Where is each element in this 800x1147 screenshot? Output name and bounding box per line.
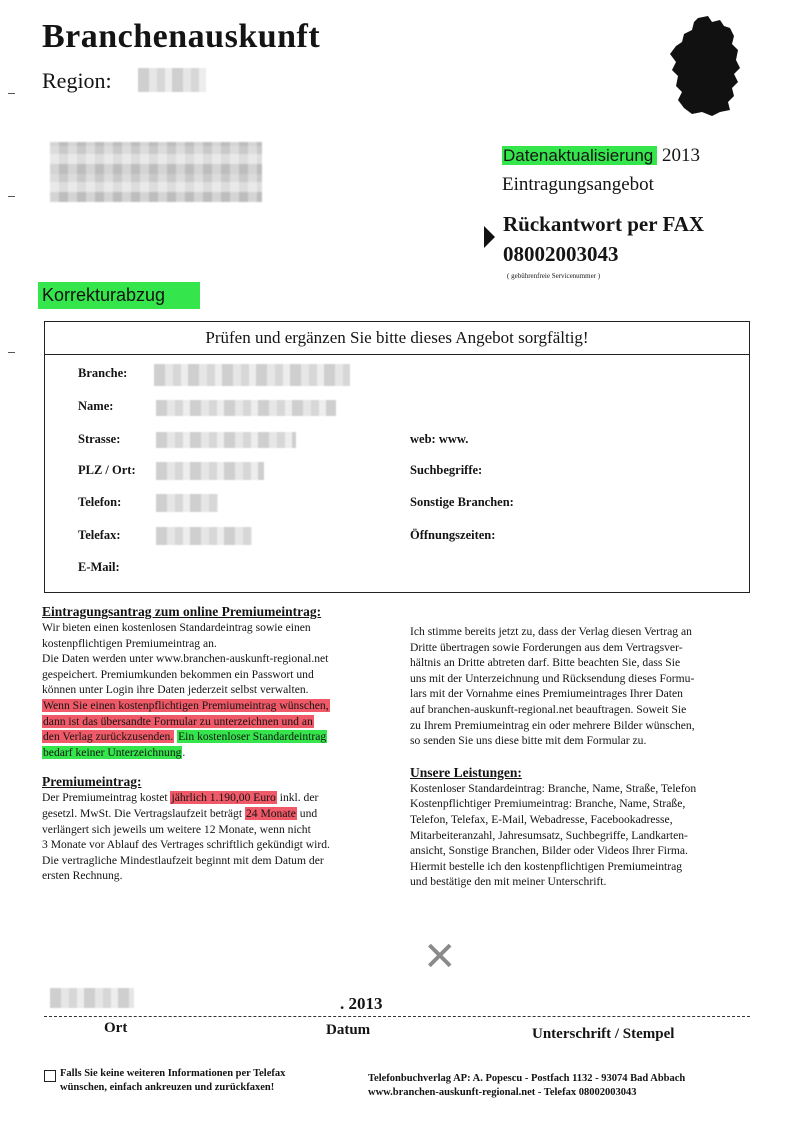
text-line: Dritte übertragen sowie Forderungen aus dem Vertragsver- [410, 640, 683, 654]
region-label: Region: [42, 68, 112, 93]
field-value-name[interactable] [156, 400, 336, 416]
entry-form-box [44, 321, 750, 593]
field-label-oeffnungszeiten: Öffnungszeiten: [410, 528, 496, 542]
fold-mark [8, 352, 15, 353]
text-line: Telefonbuchverlag AP: A. Popescu - Postfach 1132 - 93074 Bad Abbach [368, 1073, 686, 1084]
field-value-telefon[interactable] [156, 494, 218, 512]
redacted-place [50, 988, 134, 1008]
text-fragment: gesetzl. MwSt. Die Vertragslaufzeit beträgt [42, 806, 243, 820]
field-label-telefax: Telefax: [78, 528, 121, 542]
field-value-telefax[interactable] [156, 527, 252, 545]
label-signature-stamp: Unterschrift / Stempel [532, 1026, 675, 1042]
text-line: und bestätige den mit meiner Unterschrift. [410, 875, 607, 889]
field-label-suchbegriffe: Suchbegriffe: [410, 463, 483, 477]
right-column [410, 624, 760, 890]
text-line: Telefon, Telefax, E-Mail, Webadresse, Facebookadresse, [410, 812, 673, 826]
label-datum: Datum [326, 1022, 371, 1038]
text-line: ersten Rechnung. [42, 869, 123, 883]
fold-mark [8, 196, 15, 197]
document-title: Branchenauskunft [42, 18, 321, 55]
text-line: uns mit der Unterzeichnung und Rücksendung dieses Formu- [410, 671, 695, 685]
text-line: lars mit der Vornahme eines Premiumeintrages Ihrer Daten [410, 687, 683, 701]
offer-title: Eintragungsangebot [502, 174, 654, 195]
highlight-free-entry: Ein kostenloser Standardeintrag [178, 730, 327, 744]
text-line: Kostenloser Standardeintrag: Branche, Name, Straße, Telefon [410, 781, 697, 795]
text-line: kostenpflichtigen Premiumeintrag an. [42, 636, 217, 650]
application-paragraph [42, 620, 382, 760]
no-more-info-checkbox[interactable] [44, 1070, 56, 1082]
section-title-application: Eintragungsantrag zum online Premiumeintrag: [42, 604, 322, 619]
redacted-region [138, 68, 206, 92]
field-value-branche[interactable] [154, 364, 350, 386]
highlight-premium-condition: Wenn Sie einen kostenpflichtigen Premiumeintrag wünschen, [43, 698, 329, 712]
highlight-premium-condition: den Verlag zurückzusenden. [43, 730, 174, 744]
text-line: hältnis an Dritte abtreten darf. Bitte beachten Sie, dass Sie [410, 656, 681, 670]
field-value-strasse[interactable] [156, 432, 296, 448]
data-update-highlight: Datenaktualisierung [502, 146, 657, 165]
publisher-info [368, 1072, 685, 1100]
text-line: Die Daten werden unter www.branchen-auskunft-regional.net [42, 652, 329, 666]
consent-paragraph [410, 624, 760, 749]
section-title-services: Unsere Leistungen: [410, 764, 522, 780]
data-update-line [502, 145, 700, 167]
highlight-premium-condition: dann ist das übersandte Formular zu unterzeichnen und an [43, 714, 313, 728]
form-heading: Prüfen und ergänzen Sie bitte dieses Angebot sorgfältig! [44, 321, 750, 355]
signature-year: . 2013 [340, 994, 383, 1013]
fold-mark [8, 93, 15, 94]
text-line: Ich stimme bereits jetzt zu, dass der Verlag diesen Vertrag an [410, 625, 692, 638]
label-ort: Ort [104, 1020, 128, 1036]
services-paragraph [410, 781, 760, 890]
fax-note: ( gebührenfreie Servicenummer ) [507, 272, 601, 280]
redacted-recipient-address [50, 142, 262, 202]
field-label-telefon: Telefon: [78, 495, 122, 509]
field-label-strasse: Strasse: [78, 432, 121, 446]
text-line: Kostenpflichtiger Premiumeintrag: Branche, Name, Straße, [410, 797, 686, 811]
arrow-right-icon [484, 226, 495, 248]
field-label-sonstige-branchen: Sonstige Branchen: [410, 495, 514, 509]
sign-here-x-icon: ✕ [423, 934, 457, 980]
reply-by-fax-label: Rückantwort per FAX [503, 212, 705, 236]
premium-paragraph [42, 790, 382, 884]
text-line: verlängert sich jeweils um weitere 12 Monate, wenn nicht [42, 822, 311, 836]
text-line: gespeichert. Premiumkunden bekommen ein Passwort und [42, 667, 314, 681]
text-line: Mitarbeiteranzahl, Jahresumsatz, Suchbegriffe, Landkarten- [410, 828, 688, 842]
field-label-name: Name: [78, 399, 114, 413]
text-line: auf branchen-auskunft-regional.net beauftragen. Soweit Sie [410, 702, 687, 716]
text-line: ansicht, Sonstige Branchen, Bilder oder Videos Ihrer Firma. [410, 844, 688, 858]
highlight-term: 24 Monate [245, 806, 296, 820]
text-fragment: . [182, 745, 186, 759]
field-label-plz-ort: PLZ / Ort: [78, 463, 136, 477]
text-fragment: und [299, 806, 318, 820]
checkbox-note [60, 1067, 285, 1095]
text-line: Falls Sie keine weiteren Informationen per Telefax [60, 1068, 286, 1079]
text-line: www.branchen-auskunft-regional.net - Telefax 08002003043 [368, 1087, 637, 1098]
fax-number: 08002003043 [503, 242, 619, 266]
text-line: Wir bieten einen kostenlosen Standardeintrag sowie einen [42, 621, 311, 634]
text-line: zu Ihrem Premiumeintrag ein oder mehrere Bilder wünschen, [410, 718, 695, 732]
left-column [42, 604, 382, 884]
text-line: so senden Sie uns diese bitte mit dem Formular zu. [410, 734, 647, 748]
germany-map-icon [668, 16, 744, 116]
text-line: Die vertragliche Mindestlaufzeit beginnt mit dem Datum der [42, 853, 324, 867]
correction-proof-label: Korrekturabzug [38, 282, 200, 309]
text-line: 3 Monate vor Ablauf des Vertrages schriftlich gekündigt wird. [42, 838, 330, 852]
highlight-free-entry: bedarf keiner Unterzeichnung [43, 745, 182, 759]
field-label-branche: Branche: [78, 366, 128, 380]
field-label-email: E-Mail: [78, 560, 120, 574]
highlight-price: jährlich 1.190,00 Euro [171, 791, 276, 805]
text-fragment: inkl. der [279, 791, 319, 805]
data-update-year: 2013 [662, 145, 701, 166]
section-title-premium: Premiumeintrag: [42, 774, 142, 790]
signature-line[interactable] [44, 1016, 750, 1017]
text-line: können unter Login ihre Daten jederzeit selbst verwalten. [42, 683, 309, 697]
field-value-plz-ort[interactable] [156, 462, 264, 480]
text-fragment: Der Premiumeintrag kostet [42, 791, 168, 805]
text-line: Hiermit bestelle ich den kostenpflichtigen Premiumeintrag [410, 859, 683, 873]
text-line: wünschen, einfach ankreuzen und zurückfaxen! [60, 1082, 275, 1093]
field-label-web: web: www. [410, 432, 469, 446]
